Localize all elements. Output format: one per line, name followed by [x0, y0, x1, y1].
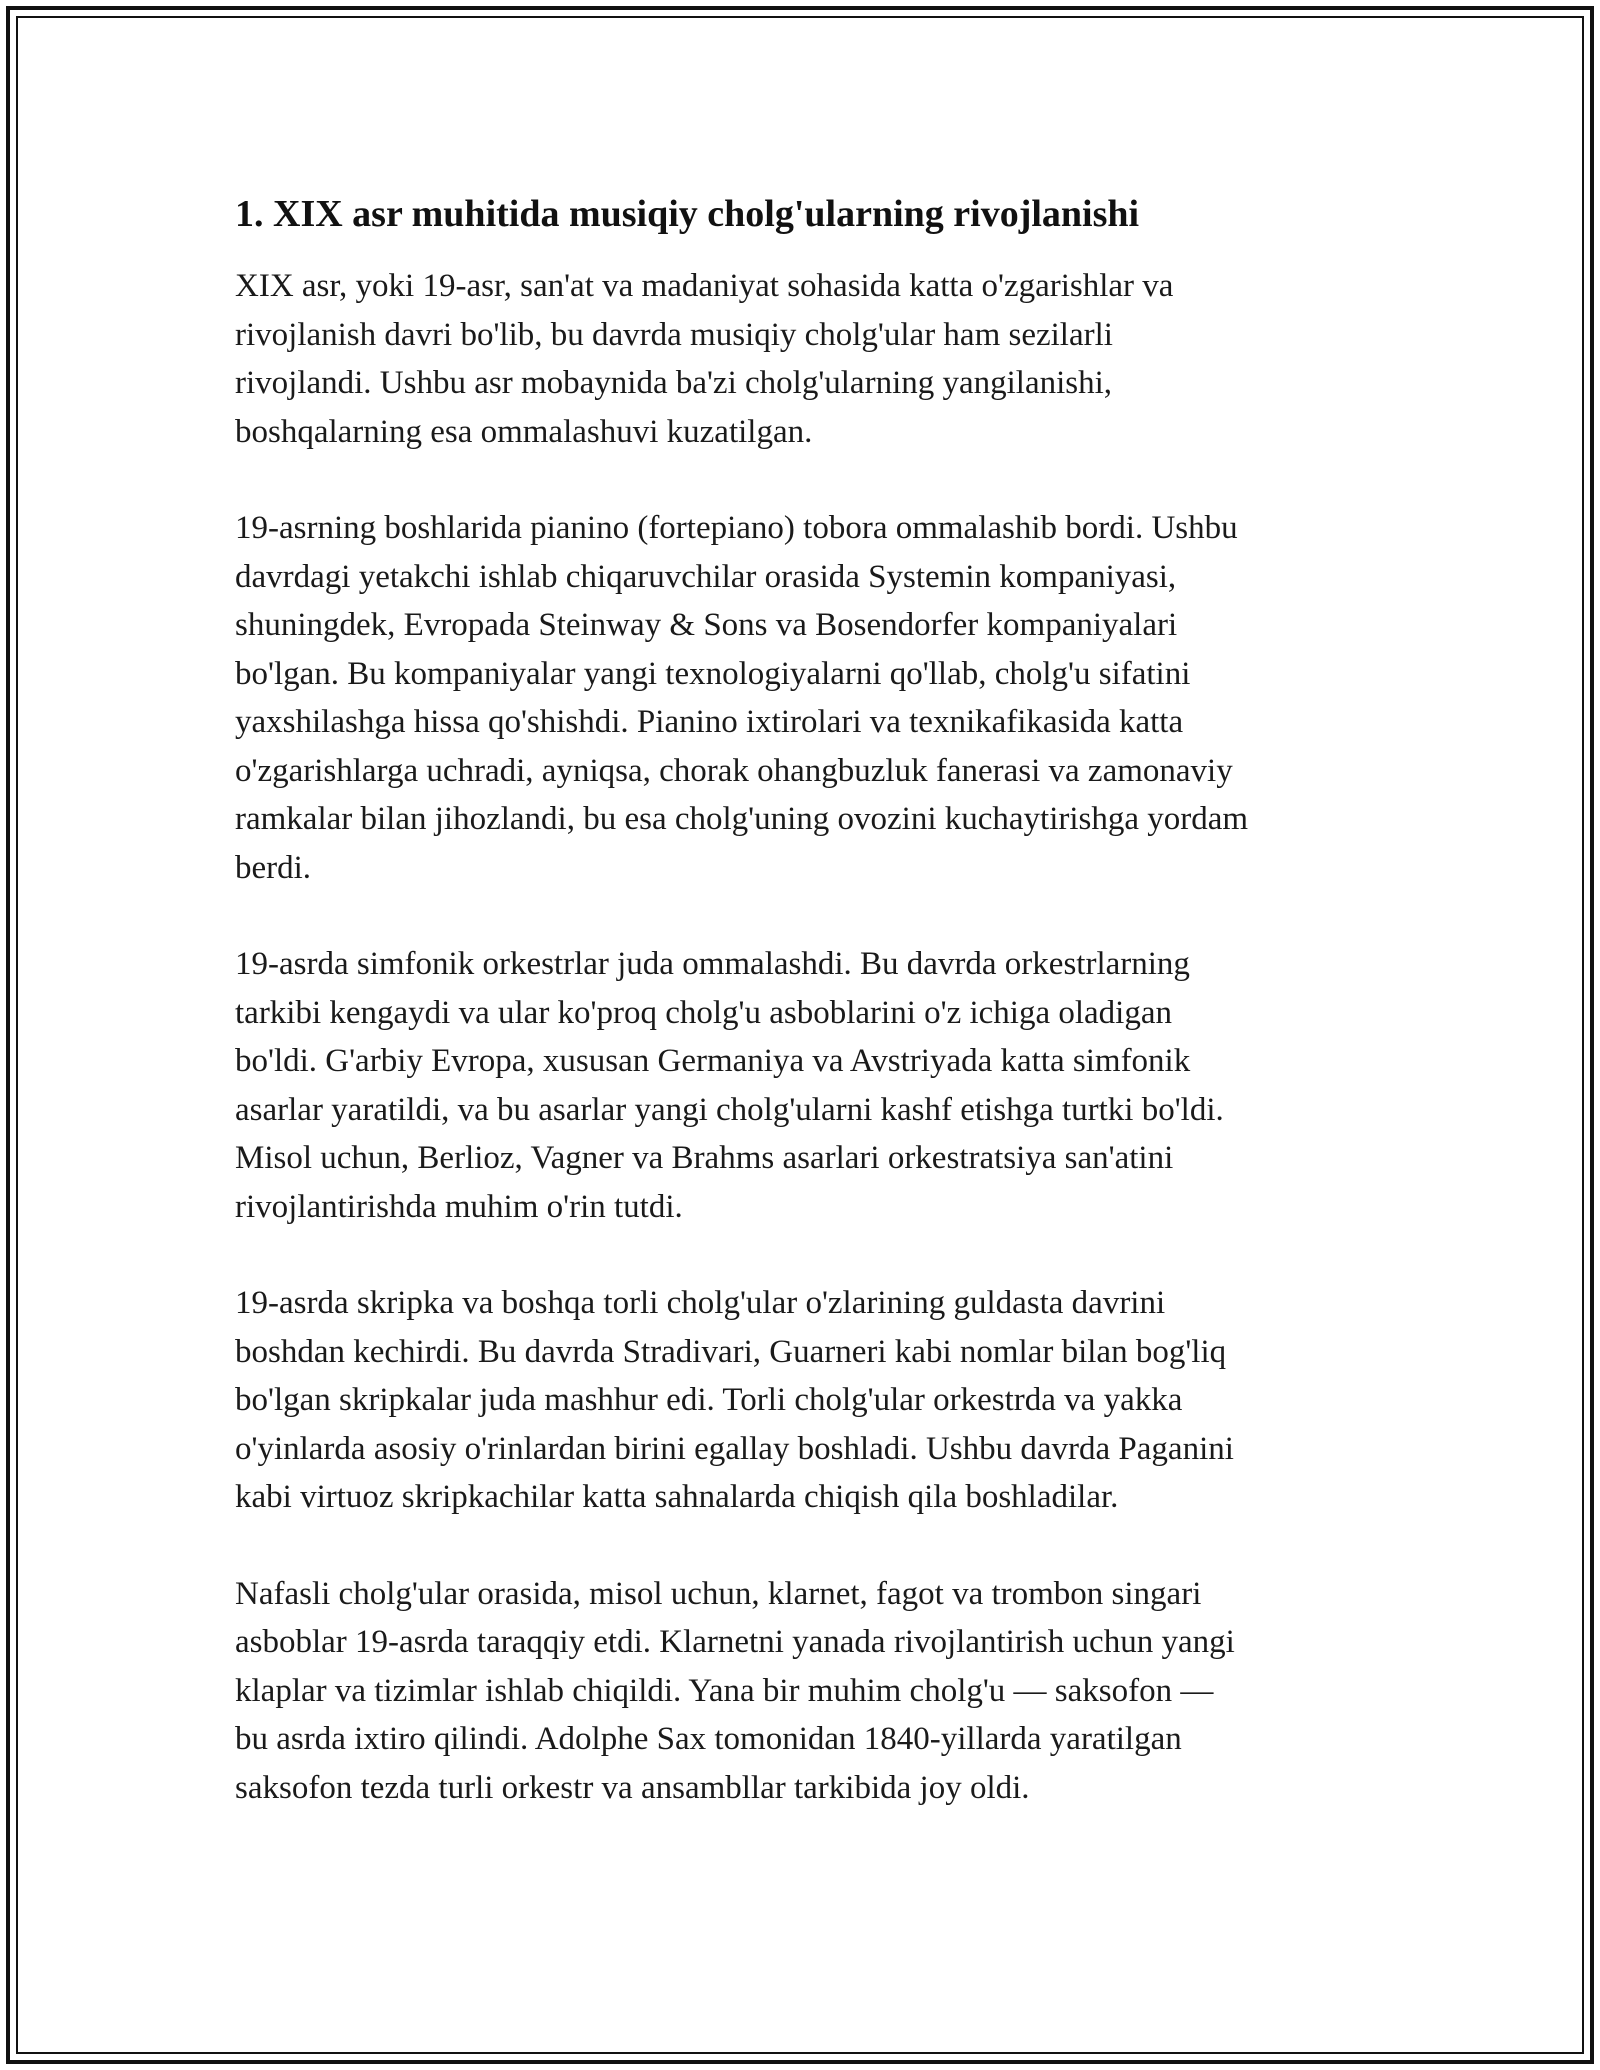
section-heading: 1. XIX asr muhitida musiqiy cholg'ularning rivojlanishi: [235, 193, 1140, 235]
paragraph-strings: 19-asrda skripka va boshqa torli cholg'ular o'zlarining guldasta davrini boshdan kechirdi. Bu davrda Stradivari, Guarneri kabi nomlar bilan bog'liq bo'lgan skripkalar juda mashhur edi. Torli cholg'ular orkestrda va yakka o'yinlarda asosiy o'rinlardan birini egallay boshladi. Ushbu davrda Paganini kabi virtuoz skripkachilar katta sahnalarda chiqish qila boshladilar.: [235, 1285, 1234, 1515]
paragraph-winds: Nafasli cholg'ular orasida, misol uchun, klarnet, fagot va trombon singari asboblar 19-asrda taraqqiy etdi. Klarnetni yanada rivojlantirish uchun yangi klaplar va tizimlar ishlab chiqildi. Yana bir muhim cholg'u — saksofon — bu asrda ixtiro qilindi. Adolphe Sax tomonidan 1840-yillarda yaratilgan saksofon tezda turli orkestr va ansambllar tarkibida joy oldi.: [235, 1575, 1235, 1806]
document-body: [235, 188, 1375, 1860]
paragraph-orchestra: 19-asrda simfonik orkestrlar juda ommalashdi. Bu davrda orkestrlarning tarkibi kengaydi va ular ko'proq cholg'u asboblarini o'z ichiga oladigan bo'ldi. G'arbiy Evropa, xususan Germaniya va Avstriyada katta simfonik asarlar yaratildi, va bu asarlar yangi cholg'ularni kashf etishga turtki bo'ldi. Misol uchun, Berlioz, Vagner va Brahms asarlari orkestratsiya san'atini rivojlantirishda muhim o'rin tutdi.: [235, 946, 1224, 1225]
paragraph-piano: 19-asrning boshlarida pianino (fortepiano) tobora ommalashib bordi. Ushbu davrdagi yetakchi ishlab chiqaruvchilar orasida Systemin kompaniyasi, shuningdek, Evropada Steinway & Sons va Bosendorfer kompaniyalari bo'lgan. Bu kompaniyalar yangi texnologiyalarni qo'llab, cholg'u sifatini yaxshilashga hissa qo'shishdi. Pianino ixtirolari va texnikafikasida katta o'zgarishlarga uchradi, ayniqsa, chorak ohangbuzluk fanerasi va zamonaviy ramkalar bilan jihozlandi, bu esa cholg'uning ovozini kuchaytirishga yordam berdi.: [235, 510, 1249, 886]
paragraph-intro: XIX asr, yoki 19-asr, san'at va madaniyat sohasida katta o'zgarishlar va rivojlanish davri bo'lib, bu davrda musiqiy cholg'ular ham sezilarli rivojlandi. Ushbu asr mobaynida ba'zi cholg'ularning yangilanishi, boshqalarning esa ommalashuvi kuzatilgan.: [235, 268, 1174, 450]
